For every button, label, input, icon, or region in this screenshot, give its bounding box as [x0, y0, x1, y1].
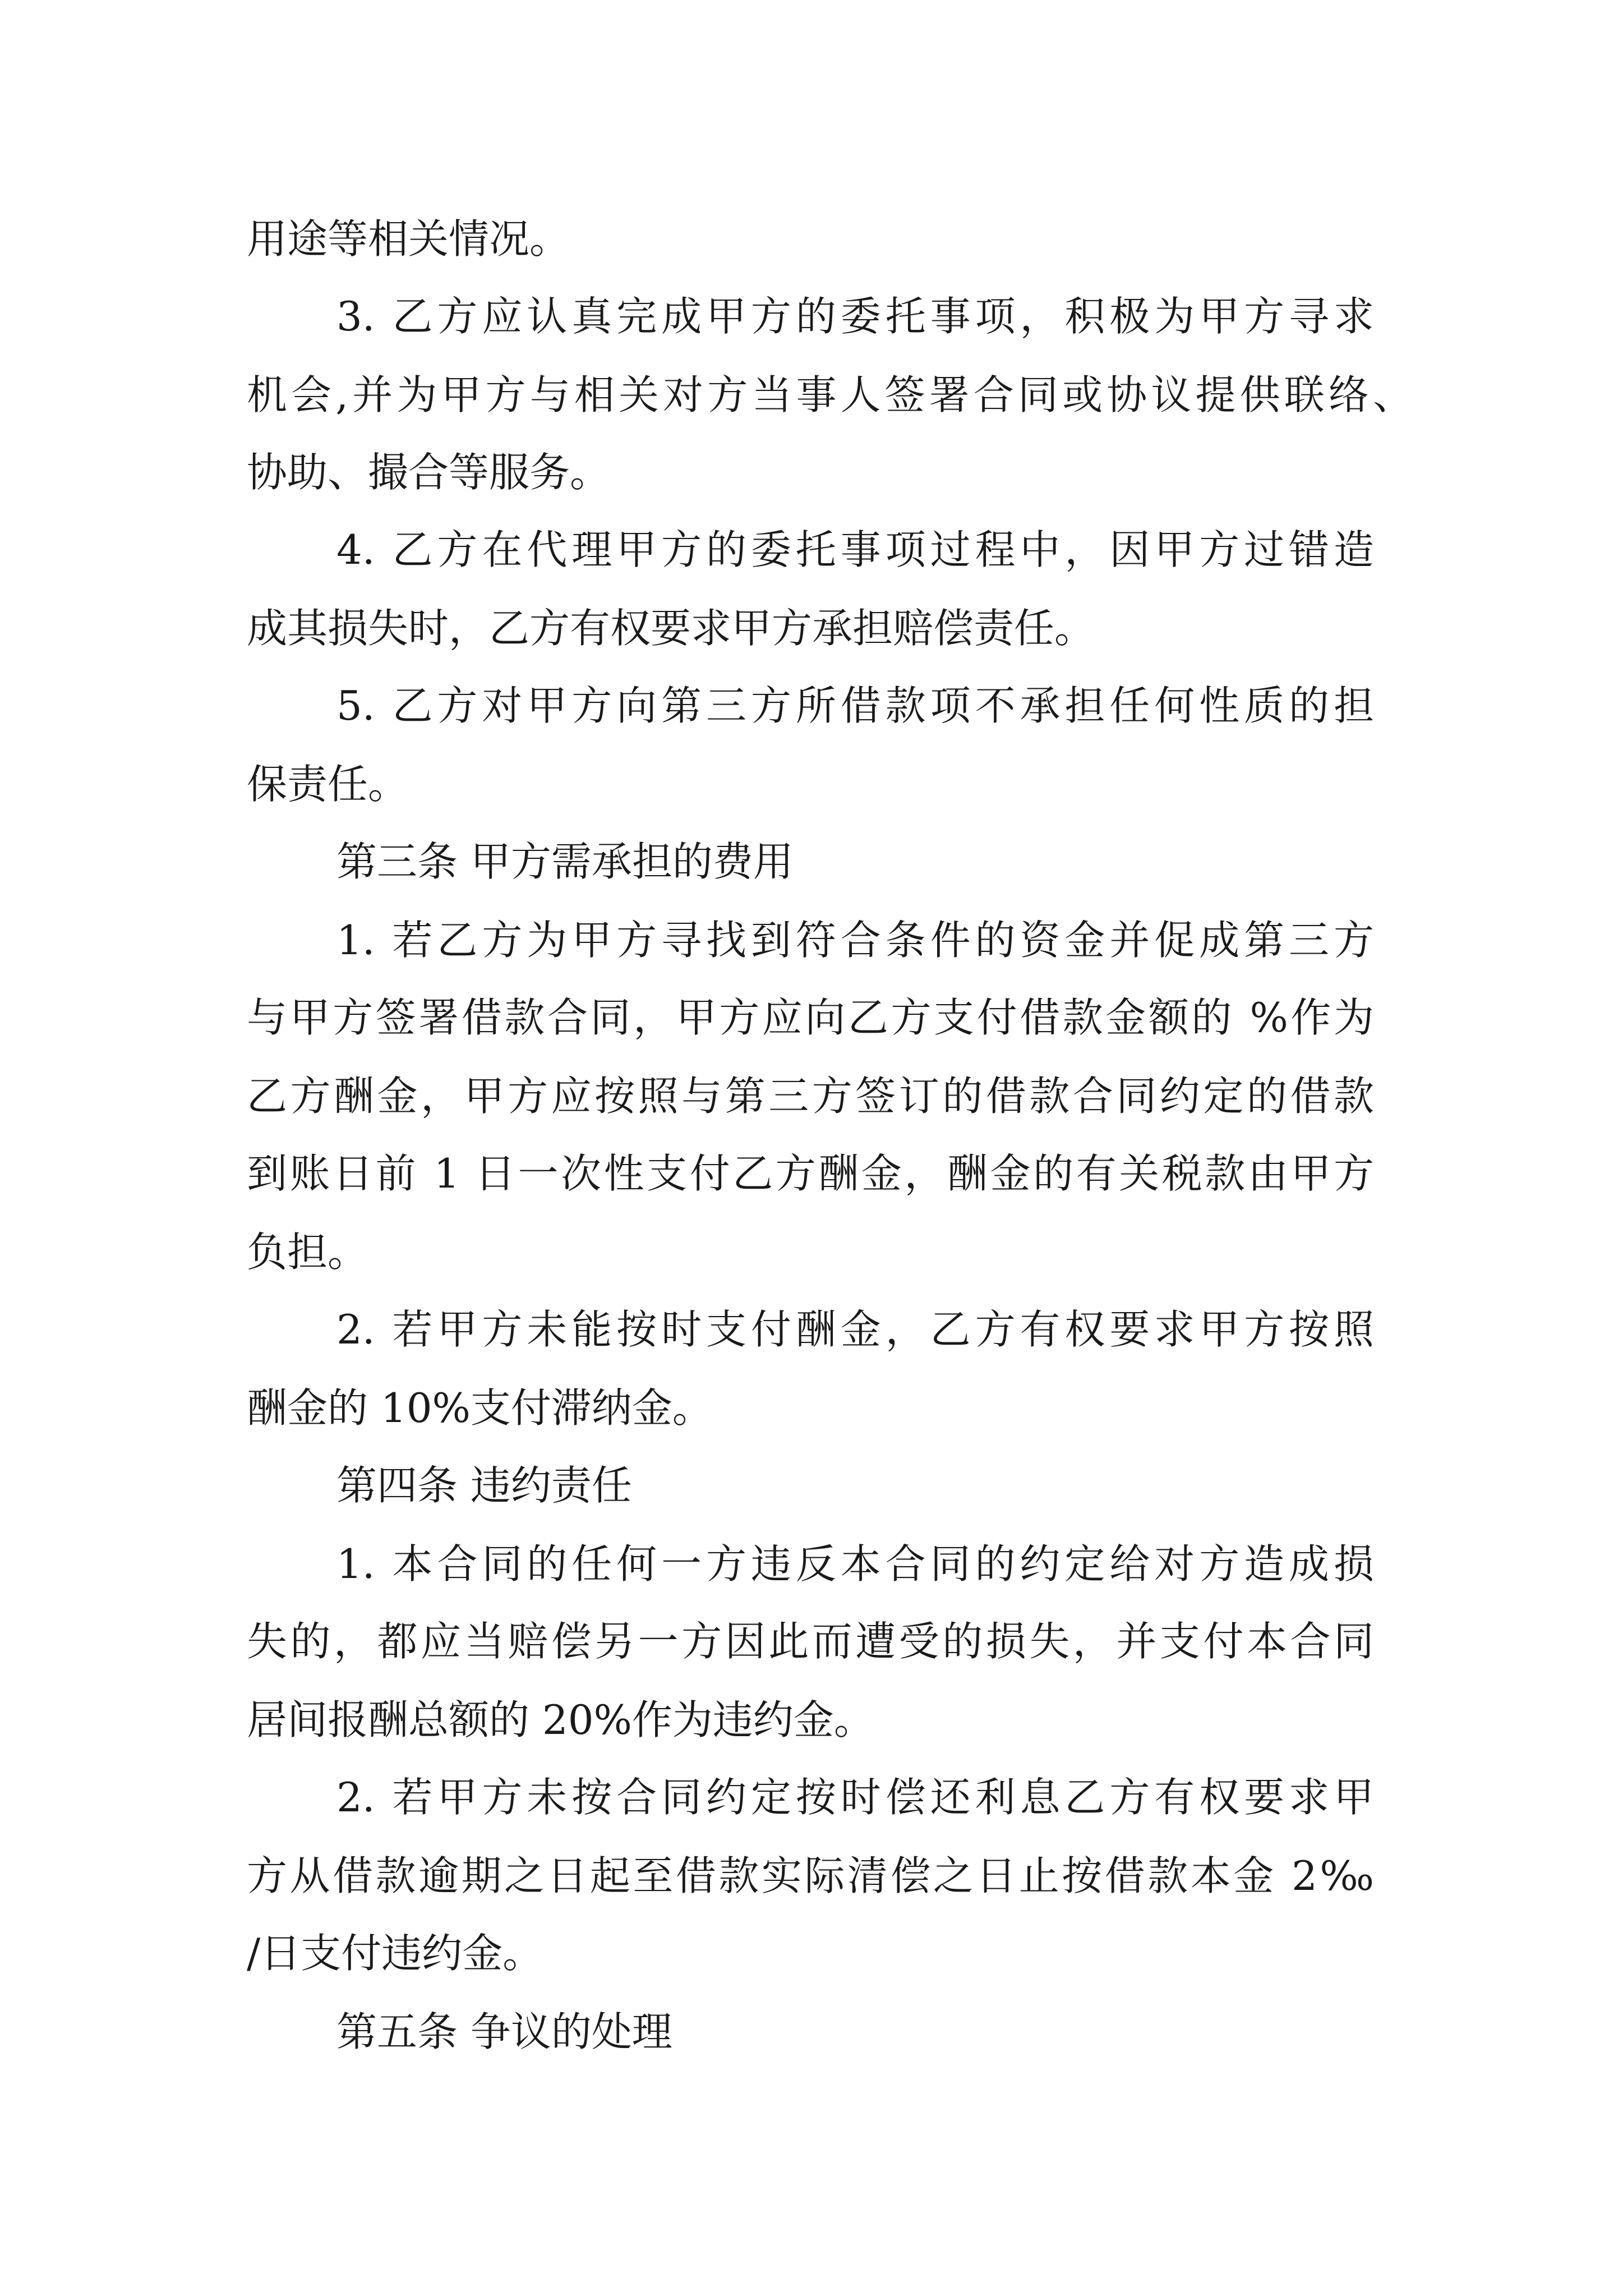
text-line: 方从借款逾期之日起至借款实际清偿之日止按借款本金 2‰ [247, 1852, 1374, 1899]
text-line: 保责任。 [247, 761, 409, 808]
text-line: 1. 若乙方为甲方寻找到符合条件的资金并促成第三方 [336, 917, 1374, 964]
text-line: 与甲方签署借款合同，甲方应向乙方支付借款金额的 %作为 [247, 994, 1374, 1041]
text-line: /日支付违约金。 [247, 1930, 543, 1977]
text-line: 负担。 [247, 1228, 368, 1276]
text-line: 1. 本合同的任何一方违反本合同的约定给对方造成损 [336, 1540, 1374, 1588]
section-heading: 第四条 违约责任 [336, 1462, 632, 1509]
text-line: 居间报酬总额的 20%作为违约金。 [247, 1696, 874, 1743]
text-line: 2. 若甲方未按合同约定按时偿还利息乙方有权要求甲 [336, 1774, 1374, 1821]
section-heading: 第五条 争议的处理 [336, 2008, 672, 2055]
text-line: 3. 乙方应认真完成甲方的委托事项，积极为甲方寻求 [336, 293, 1374, 340]
text-line: 4. 乙方在代理甲方的委托事项过程中，因甲方过错造 [336, 526, 1374, 573]
section-heading: 第三条 甲方需承担的费用 [336, 838, 794, 885]
text-line: 机会,并为甲方与相关对方当事人签署合同或协议提供联络、 [247, 371, 1413, 418]
text-line: 到账日前 1 日一次性支付乙方酬金，酬金的有关税款由甲方 [247, 1150, 1374, 1197]
text-line: 用途等相关情况。 [247, 215, 570, 263]
text-line: 5. 乙方对甲方向第三方所借款项不承担任何性质的担 [336, 682, 1374, 729]
text-line: 乙方酬金，甲方应按照与第三方签订的借款合同约定的借款 [247, 1073, 1374, 1120]
text-line: 失的，都应当赔偿另一方因此而遭受的损失，并支付本合同 [247, 1618, 1374, 1665]
text-line: 2. 若甲方未能按时支付酬金，乙方有权要求甲方按照 [336, 1306, 1374, 1353]
text-line: 酬金的 10%支付滞纳金。 [247, 1384, 713, 1432]
text-line: 协助、撮合等服务。 [247, 449, 611, 496]
text-line: 成其损失时，乙方有权要求甲方承担赔偿责任。 [247, 605, 1095, 652]
